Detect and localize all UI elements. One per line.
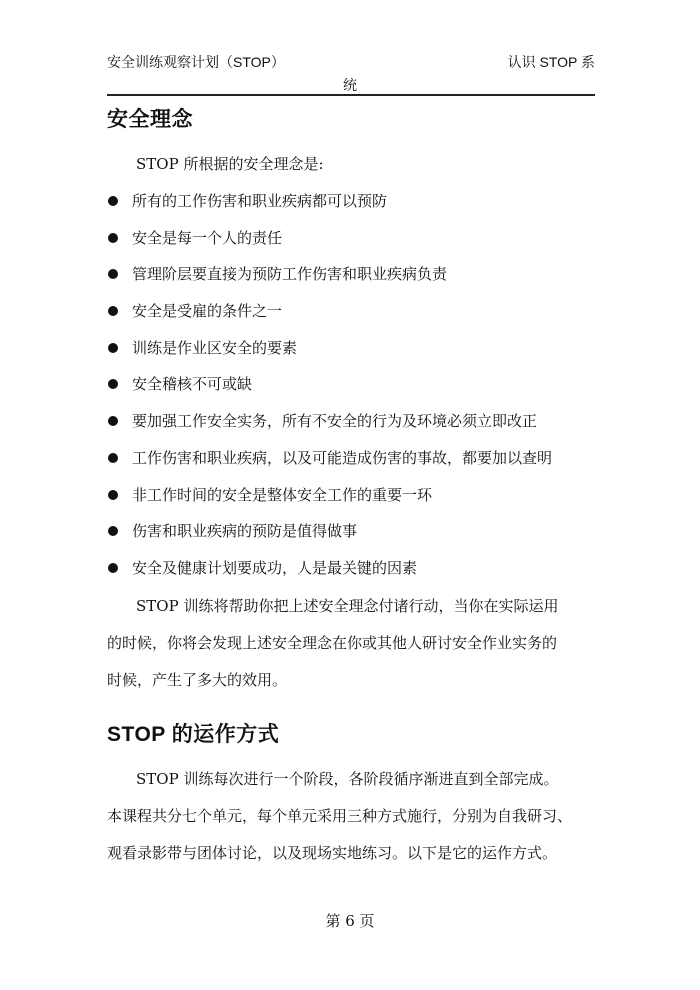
list-item-text: 要加强工作安全实务，所有不安全的行为及环境必须立即改正: [132, 412, 538, 431]
list-item: [107, 256, 595, 293]
list-item: [107, 403, 595, 440]
paragraph-line: STOP 训练将帮助你把上述安全理念付诸行动，当你在实际运用: [136, 597, 559, 615]
list-item-text: 管理阶层要直接为预防工作伤害和职业疾病负责: [132, 265, 448, 284]
list-item: [107, 366, 595, 403]
section-heading-safety-philosophy: 安全理念: [107, 108, 193, 131]
list-item: [107, 220, 595, 257]
closing-paragraph: [107, 588, 595, 699]
bullet-icon: [108, 563, 118, 573]
list-item: [107, 477, 595, 514]
bullet-icon: [108, 379, 118, 389]
list-item: [107, 183, 595, 220]
list-item-text: 安全及健康计划要成功，人是最关键的因素: [132, 558, 418, 577]
paragraph-line: 观看录影带与团体讨论，以及现场实地练习。以下是它的运作方式。: [107, 844, 558, 862]
paragraph-line: 本课程共分七个单元，每个单元采用三种方式施行，分别为自我研习、: [107, 807, 573, 825]
intro-line: STOP 所根据的安全理念是:: [136, 155, 324, 173]
list-item-text: 所有的工作伤害和职业疾病都可以预防: [132, 192, 388, 210]
list-item-text: 安全是每一个人的责任: [132, 228, 283, 247]
operation-paragraph: [107, 761, 595, 872]
bullet-icon: [108, 196, 118, 206]
list-item: [107, 550, 595, 587]
list-item-text: 安全稽核不可或缺: [132, 375, 253, 394]
header-chapter-title-continued: 统: [343, 77, 357, 93]
header-rule: [107, 94, 595, 96]
bullet-icon: [108, 269, 118, 279]
bullet-icon: [108, 233, 118, 243]
list-item-text: 安全是受雇的条件之一: [132, 302, 283, 321]
header-document-title: 安全训练观察计划（STOP）: [107, 54, 285, 70]
bullet-icon: [108, 343, 118, 353]
bullet-icon: [108, 526, 118, 536]
section-heading-how-stop-works: STOP 的运作方式: [107, 723, 280, 746]
bullet-icon: [108, 490, 118, 500]
bullet-icon: [108, 416, 118, 426]
paragraph-line: 时候，产生了多大的效用。: [107, 671, 288, 689]
list-item-text: 非工作时间的安全是整体安全工作的重要一环: [132, 485, 433, 504]
page-number: 第 6 页: [325, 912, 375, 930]
bullet-icon: [108, 453, 118, 463]
list-item: [107, 513, 595, 550]
list-item: [107, 330, 595, 367]
paragraph-line: 的时候，你将会发现上述安全理念在你或其他人研讨安全作业实务的: [107, 634, 558, 652]
list-item: [107, 293, 595, 330]
list-item-text: 伤害和职业疾病的预防是值得做事: [132, 522, 358, 541]
intro-paragraph: [107, 146, 595, 183]
list-item-text: 训练是作业区安全的要素: [132, 338, 298, 357]
running-header: [107, 48, 595, 96]
safety-principles-list: [107, 183, 595, 587]
list-item-text: 工作伤害和职业疾病，以及可能造成伤害的事故，都要加以查明: [132, 448, 553, 467]
header-chapter-title: 认识 STOP 系: [507, 54, 595, 70]
paragraph-line: STOP 训练每次进行一个阶段，各阶段循序渐进直到全部完成。: [136, 770, 559, 788]
bullet-icon: [108, 306, 118, 316]
list-item: [107, 440, 595, 477]
